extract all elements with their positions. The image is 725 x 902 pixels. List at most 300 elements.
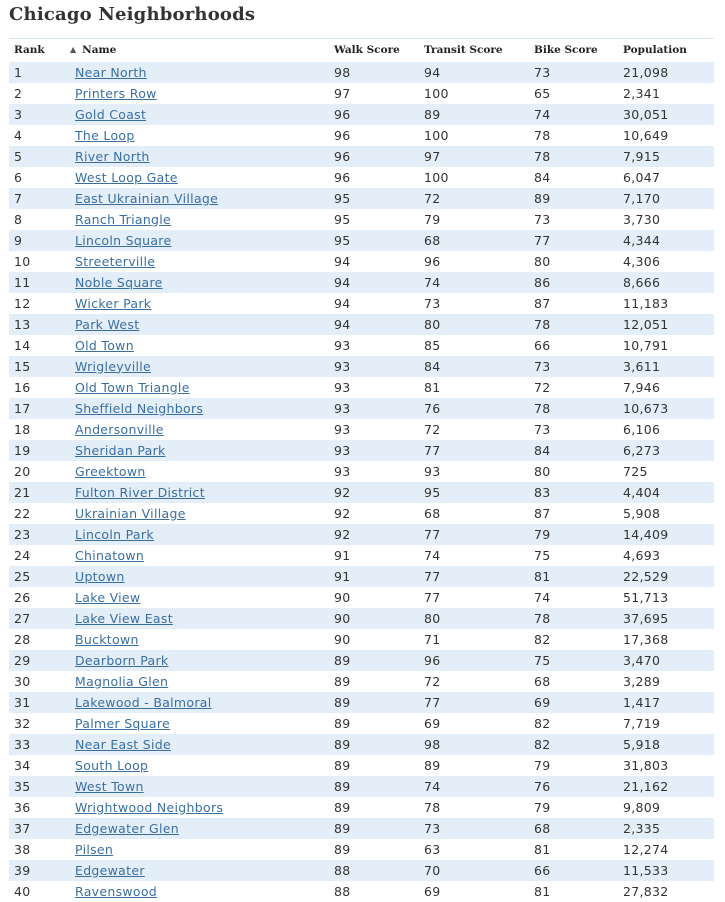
table-row [9, 104, 714, 125]
cell-name [70, 608, 329, 629]
cell-population: 3,611 [623, 358, 661, 374]
cell-rank: 34 [14, 757, 31, 773]
neighborhood-link[interactable]: East Ukrainian Village [75, 190, 219, 206]
neighborhood-link[interactable]: Edgewater Glen [75, 820, 180, 836]
cell-bike: 84 [534, 442, 551, 458]
neighborhood-link[interactable]: Edgewater [75, 862, 145, 878]
cell-rank: 14 [14, 337, 31, 353]
neighborhood-link[interactable]: Lincoln Park [75, 526, 154, 542]
cell-population: 9,809 [623, 799, 661, 815]
cell-bike: 73 [534, 211, 551, 227]
cell-population: 2,341 [623, 85, 661, 101]
neighborhood-link[interactable]: Old Town [75, 337, 134, 353]
cell-name [70, 671, 329, 692]
column-header-bike-score[interactable] [529, 39, 618, 62]
table-row [9, 797, 714, 818]
cell-transit: 69 [424, 715, 441, 731]
neighborhood-link[interactable]: Sheridan Park [75, 442, 166, 458]
table-row [9, 755, 714, 776]
cell-rank: 11 [14, 274, 31, 290]
cell-name [70, 881, 329, 902]
cell-transit: 80 [424, 610, 441, 626]
cell-walk: 95 [334, 211, 351, 227]
cell-name [70, 188, 329, 209]
cell-walk: 98 [334, 64, 351, 80]
cell-bike: 79 [534, 757, 551, 773]
cell-name [70, 503, 329, 524]
cell-name [70, 734, 329, 755]
cell-name [70, 482, 329, 503]
cell-rank: 5 [14, 148, 23, 164]
column-header-walk-score[interactable] [329, 39, 419, 62]
transit-header-label: Transit Score [424, 44, 503, 57]
cell-bike: 78 [534, 316, 551, 332]
cell-walk: 94 [334, 253, 351, 269]
table-row [9, 629, 714, 650]
cell-rank: 23 [14, 526, 31, 542]
cell-transit: 77 [424, 694, 441, 710]
cell-population: 7,946 [623, 379, 661, 395]
cell-name [70, 461, 329, 482]
cell-population: 5,908 [623, 505, 661, 521]
neighborhood-link[interactable]: Near North [75, 64, 147, 80]
cell-population: 11,533 [623, 862, 669, 878]
cell-walk: 90 [334, 589, 351, 605]
cell-population: 22,529 [623, 568, 669, 584]
neighborhood-link[interactable]: River North [75, 148, 150, 164]
cell-walk: 89 [334, 757, 351, 773]
cell-bike: 74 [534, 106, 551, 122]
cell-walk: 89 [334, 652, 351, 668]
cell-transit: 68 [424, 232, 441, 248]
cell-transit: 94 [424, 64, 441, 80]
cell-walk: 89 [334, 694, 351, 710]
cell-rank: 33 [14, 736, 31, 752]
table-row [9, 356, 714, 377]
cell-walk: 89 [334, 673, 351, 689]
cell-walk: 93 [334, 400, 351, 416]
neighborhood-link[interactable]: Fulton River District [75, 484, 205, 500]
cell-walk: 89 [334, 736, 351, 752]
cell-walk: 93 [334, 379, 351, 395]
cell-transit: 89 [424, 757, 441, 773]
cell-transit: 93 [424, 463, 441, 479]
name-header-label: Name [82, 44, 117, 57]
neighborhood-link[interactable]: Ukrainian Village [75, 505, 186, 521]
cell-transit: 79 [424, 211, 441, 227]
cell-population: 725 [623, 463, 648, 479]
cell-bike: 80 [534, 253, 551, 269]
cell-rank: 15 [14, 358, 31, 374]
cell-name [70, 293, 329, 314]
cell-name [70, 818, 329, 839]
cell-transit: 63 [424, 841, 441, 857]
table-row [9, 440, 714, 461]
cell-name [70, 587, 329, 608]
cell-population: 3,289 [623, 673, 661, 689]
cell-bike: 78 [534, 610, 551, 626]
cell-name [70, 692, 329, 713]
neighborhood-link[interactable]: The Loop [75, 127, 135, 143]
cell-walk: 91 [334, 568, 351, 584]
cell-rank: 2 [14, 85, 23, 101]
cell-rank: 37 [14, 820, 31, 836]
cell-bike: 77 [534, 232, 551, 248]
cell-transit: 74 [424, 274, 441, 290]
cell-bike: 76 [534, 778, 551, 794]
table-row [9, 146, 714, 167]
cell-rank: 40 [14, 883, 31, 899]
table-row [9, 272, 714, 293]
cell-transit: 96 [424, 253, 441, 269]
cell-name [70, 356, 329, 377]
cell-walk: 93 [334, 358, 351, 374]
cell-rank: 10 [14, 253, 31, 269]
neighborhood-link[interactable]: Noble Square [75, 274, 163, 290]
neighborhood-link[interactable]: Chinatown [75, 547, 145, 563]
cell-rank: 9 [14, 232, 23, 248]
cell-name [70, 419, 329, 440]
table-body [9, 62, 714, 902]
cell-walk: 96 [334, 127, 351, 143]
neighborhood-link[interactable]: Sheffield Neighbors [75, 400, 204, 416]
cell-population: 10,673 [623, 400, 669, 416]
neighborhood-link[interactable]: Lincoln Square [75, 232, 172, 248]
cell-bike: 75 [534, 547, 551, 563]
cell-name [70, 272, 329, 293]
neighborhood-link[interactable]: Ravenswood [75, 883, 158, 899]
cell-transit: 77 [424, 526, 441, 542]
table-row [9, 377, 714, 398]
cell-transit: 97 [424, 148, 441, 164]
cell-walk: 93 [334, 421, 351, 437]
cell-rank: 29 [14, 652, 31, 668]
cell-name [70, 251, 329, 272]
cell-bike: 73 [534, 421, 551, 437]
cell-bike: 72 [534, 379, 551, 395]
cell-name [70, 377, 329, 398]
table-row [9, 293, 714, 314]
neighborhood-link[interactable]: Ranch Triangle [75, 211, 172, 227]
cell-transit: 73 [424, 295, 441, 311]
cell-rank: 30 [14, 673, 31, 689]
cell-rank: 28 [14, 631, 31, 647]
neighborhood-link[interactable]: Dearborn Park [75, 652, 169, 668]
table-row [9, 650, 714, 671]
cell-transit: 80 [424, 316, 441, 332]
column-header-population[interactable] [618, 39, 714, 62]
cell-rank: 13 [14, 316, 31, 332]
cell-name [70, 629, 329, 650]
cell-bike: 79 [534, 526, 551, 542]
neighborhood-link[interactable]: Greektown [75, 463, 146, 479]
cell-population: 14,409 [623, 526, 669, 542]
cell-rank: 26 [14, 589, 31, 605]
table-row [9, 608, 714, 629]
cell-bike: 74 [534, 589, 551, 605]
cell-population: 7,170 [623, 190, 661, 206]
cell-walk: 88 [334, 862, 351, 878]
table-row [9, 671, 714, 692]
neighborhood-link[interactable]: Bucktown [75, 631, 139, 647]
cell-bike: 84 [534, 169, 551, 185]
table-row [9, 881, 714, 902]
cell-rank: 27 [14, 610, 31, 626]
cell-population: 6,106 [623, 421, 661, 437]
cell-population: 27,832 [623, 883, 669, 899]
cell-transit: 72 [424, 673, 441, 689]
neighborhood-link[interactable]: Streeterville [75, 253, 156, 269]
cell-transit: 98 [424, 736, 441, 752]
page-title: Chicago Neighborhoods [9, 4, 256, 25]
cell-population: 21,098 [623, 64, 669, 80]
cell-rank: 35 [14, 778, 31, 794]
table-row [9, 461, 714, 482]
table-row [9, 188, 714, 209]
cell-rank: 3 [14, 106, 23, 122]
cell-walk: 88 [334, 883, 351, 899]
cell-bike: 69 [534, 694, 551, 710]
cell-transit: 96 [424, 652, 441, 668]
population-header-label: Population [623, 44, 687, 57]
cell-population: 51,713 [623, 589, 669, 605]
neighborhood-link[interactable]: West Loop Gate [75, 169, 178, 185]
cell-bike: 89 [534, 190, 551, 206]
cell-transit: 71 [424, 631, 441, 647]
cell-population: 4,306 [623, 253, 661, 269]
cell-bike: 78 [534, 400, 551, 416]
cell-population: 21,162 [623, 778, 669, 794]
cell-name [70, 104, 329, 125]
cell-bike: 66 [534, 337, 551, 353]
cell-transit: 69 [424, 883, 441, 899]
cell-population: 6,273 [623, 442, 661, 458]
table-header-row [9, 39, 714, 62]
table-row [9, 314, 714, 335]
cell-population: 37,695 [623, 610, 669, 626]
cell-population: 1,417 [623, 694, 661, 710]
cell-walk: 89 [334, 715, 351, 731]
cell-rank: 16 [14, 379, 31, 395]
cell-name [70, 524, 329, 545]
cell-rank: 24 [14, 547, 31, 563]
table-row [9, 230, 714, 251]
cell-walk: 96 [334, 148, 351, 164]
neighborhood-link[interactable]: Wrigleyville [75, 358, 152, 374]
neighborhood-link[interactable]: Lakewood - Balmoral [75, 694, 212, 710]
cell-bike: 87 [534, 295, 551, 311]
cell-transit: 70 [424, 862, 441, 878]
cell-rank: 7 [14, 190, 23, 206]
table-row [9, 335, 714, 356]
cell-transit: 74 [424, 778, 441, 794]
cell-walk: 97 [334, 85, 351, 101]
neighborhood-link[interactable]: Wrightwood Neighbors [75, 799, 224, 815]
cell-rank: 32 [14, 715, 31, 731]
cell-bike: 82 [534, 631, 551, 647]
cell-population: 7,719 [623, 715, 661, 731]
cell-bike: 81 [534, 568, 551, 584]
cell-walk: 94 [334, 316, 351, 332]
cell-transit: 74 [424, 547, 441, 563]
cell-transit: 72 [424, 421, 441, 437]
cell-name [70, 566, 329, 587]
table-row [9, 566, 714, 587]
cell-walk: 95 [334, 232, 351, 248]
cell-walk: 96 [334, 106, 351, 122]
column-header-name[interactable] [70, 39, 329, 62]
cell-rank: 6 [14, 169, 23, 185]
cell-bike: 66 [534, 862, 551, 878]
neighborhood-link[interactable]: West Town [75, 778, 144, 794]
cell-name [70, 713, 329, 734]
cell-population: 30,051 [623, 106, 669, 122]
neighborhood-link[interactable]: Uptown [75, 568, 125, 584]
cell-rank: 1 [14, 64, 23, 80]
cell-walk: 91 [334, 547, 351, 563]
neighborhood-link[interactable]: Magnolia Glen [75, 673, 169, 689]
cell-transit: 77 [424, 589, 441, 605]
cell-bike: 79 [534, 799, 551, 815]
walk-header-label: Walk Score [334, 44, 400, 57]
cell-bike: 80 [534, 463, 551, 479]
sort-ascending-icon: ▲ [70, 44, 77, 55]
neighborhood-link[interactable]: Palmer Square [75, 715, 170, 731]
cell-bike: 86 [534, 274, 551, 290]
cell-name [70, 776, 329, 797]
cell-transit: 85 [424, 337, 441, 353]
neighborhood-link[interactable]: Lake View [75, 589, 141, 605]
cell-population: 31,803 [623, 757, 669, 773]
neighborhood-link[interactable]: Gold Coast [75, 106, 147, 122]
neighborhood-link[interactable]: Pilsen [75, 841, 114, 857]
table-row [9, 209, 714, 230]
cell-transit: 81 [424, 379, 441, 395]
table-row [9, 125, 714, 146]
cell-transit: 77 [424, 568, 441, 584]
cell-rank: 4 [14, 127, 23, 143]
cell-population: 12,274 [623, 841, 669, 857]
cell-rank: 22 [14, 505, 31, 521]
cell-bike: 75 [534, 652, 551, 668]
cell-name [70, 545, 329, 566]
cell-population: 17,368 [623, 631, 669, 647]
cell-name [70, 62, 329, 83]
neighborhoods-table-container [9, 38, 714, 902]
cell-walk: 89 [334, 841, 351, 857]
cell-bike: 78 [534, 148, 551, 164]
neighborhoods-table [9, 38, 714, 902]
cell-name [70, 860, 329, 881]
cell-population: 12,051 [623, 316, 669, 332]
table-row [9, 734, 714, 755]
rank-header-label: Rank [14, 44, 45, 57]
table-row [9, 482, 714, 503]
cell-population: 2,335 [623, 820, 661, 836]
table-row [9, 524, 714, 545]
cell-name [70, 167, 329, 188]
cell-rank: 17 [14, 400, 31, 416]
cell-bike: 81 [534, 841, 551, 857]
cell-rank: 12 [14, 295, 31, 311]
neighborhood-link[interactable]: Lake View East [75, 610, 173, 626]
table-row [9, 692, 714, 713]
cell-bike: 73 [534, 358, 551, 374]
neighborhood-link[interactable]: Park West [75, 316, 140, 332]
cell-name [70, 125, 329, 146]
cell-name [70, 839, 329, 860]
cell-name [70, 83, 329, 104]
column-header-transit-score[interactable] [419, 39, 529, 62]
cell-rank: 38 [14, 841, 31, 857]
cell-name [70, 440, 329, 461]
table-row [9, 62, 714, 83]
cell-walk: 90 [334, 610, 351, 626]
cell-population: 4,404 [623, 484, 661, 500]
cell-bike: 81 [534, 883, 551, 899]
bike-header-label: Bike Score [534, 44, 598, 57]
table-row [9, 503, 714, 524]
table-row [9, 713, 714, 734]
table-row [9, 167, 714, 188]
cell-walk: 90 [334, 631, 351, 647]
cell-name [70, 209, 329, 230]
cell-population: 10,649 [623, 127, 669, 143]
cell-walk: 96 [334, 169, 351, 185]
cell-walk: 92 [334, 484, 351, 500]
cell-transit: 77 [424, 442, 441, 458]
table-row [9, 776, 714, 797]
cell-walk: 92 [334, 505, 351, 521]
cell-population: 10,791 [623, 337, 669, 353]
neighborhood-link[interactable]: Printers Row [75, 85, 157, 101]
cell-transit: 84 [424, 358, 441, 374]
cell-bike: 82 [534, 715, 551, 731]
cell-walk: 95 [334, 190, 351, 206]
cell-population: 3,730 [623, 211, 661, 227]
table-row [9, 839, 714, 860]
cell-walk: 89 [334, 799, 351, 815]
cell-bike: 82 [534, 736, 551, 752]
cell-transit: 89 [424, 106, 441, 122]
table-row [9, 587, 714, 608]
cell-rank: 36 [14, 799, 31, 815]
cell-bike: 87 [534, 505, 551, 521]
cell-rank: 19 [14, 442, 31, 458]
cell-bike: 68 [534, 673, 551, 689]
cell-bike: 65 [534, 85, 551, 101]
cell-rank: 18 [14, 421, 31, 437]
cell-name [70, 230, 329, 251]
neighborhood-link[interactable]: Old Town Triangle [75, 379, 190, 395]
table-row [9, 860, 714, 881]
neighborhood-link[interactable]: South Loop [75, 757, 149, 773]
column-header-rank[interactable] [9, 39, 70, 62]
cell-population: 5,918 [623, 736, 661, 752]
table-row [9, 818, 714, 839]
cell-walk: 89 [334, 820, 351, 836]
neighborhood-link[interactable]: Wicker Park [75, 295, 152, 311]
neighborhood-link[interactable]: Andersonville [75, 421, 164, 437]
cell-population: 4,344 [623, 232, 661, 248]
cell-walk: 94 [334, 274, 351, 290]
table-row [9, 398, 714, 419]
cell-rank: 20 [14, 463, 31, 479]
cell-name [70, 335, 329, 356]
cell-population: 3,470 [623, 652, 661, 668]
neighborhood-link[interactable]: Near East Side [75, 736, 171, 752]
cell-bike: 83 [534, 484, 551, 500]
